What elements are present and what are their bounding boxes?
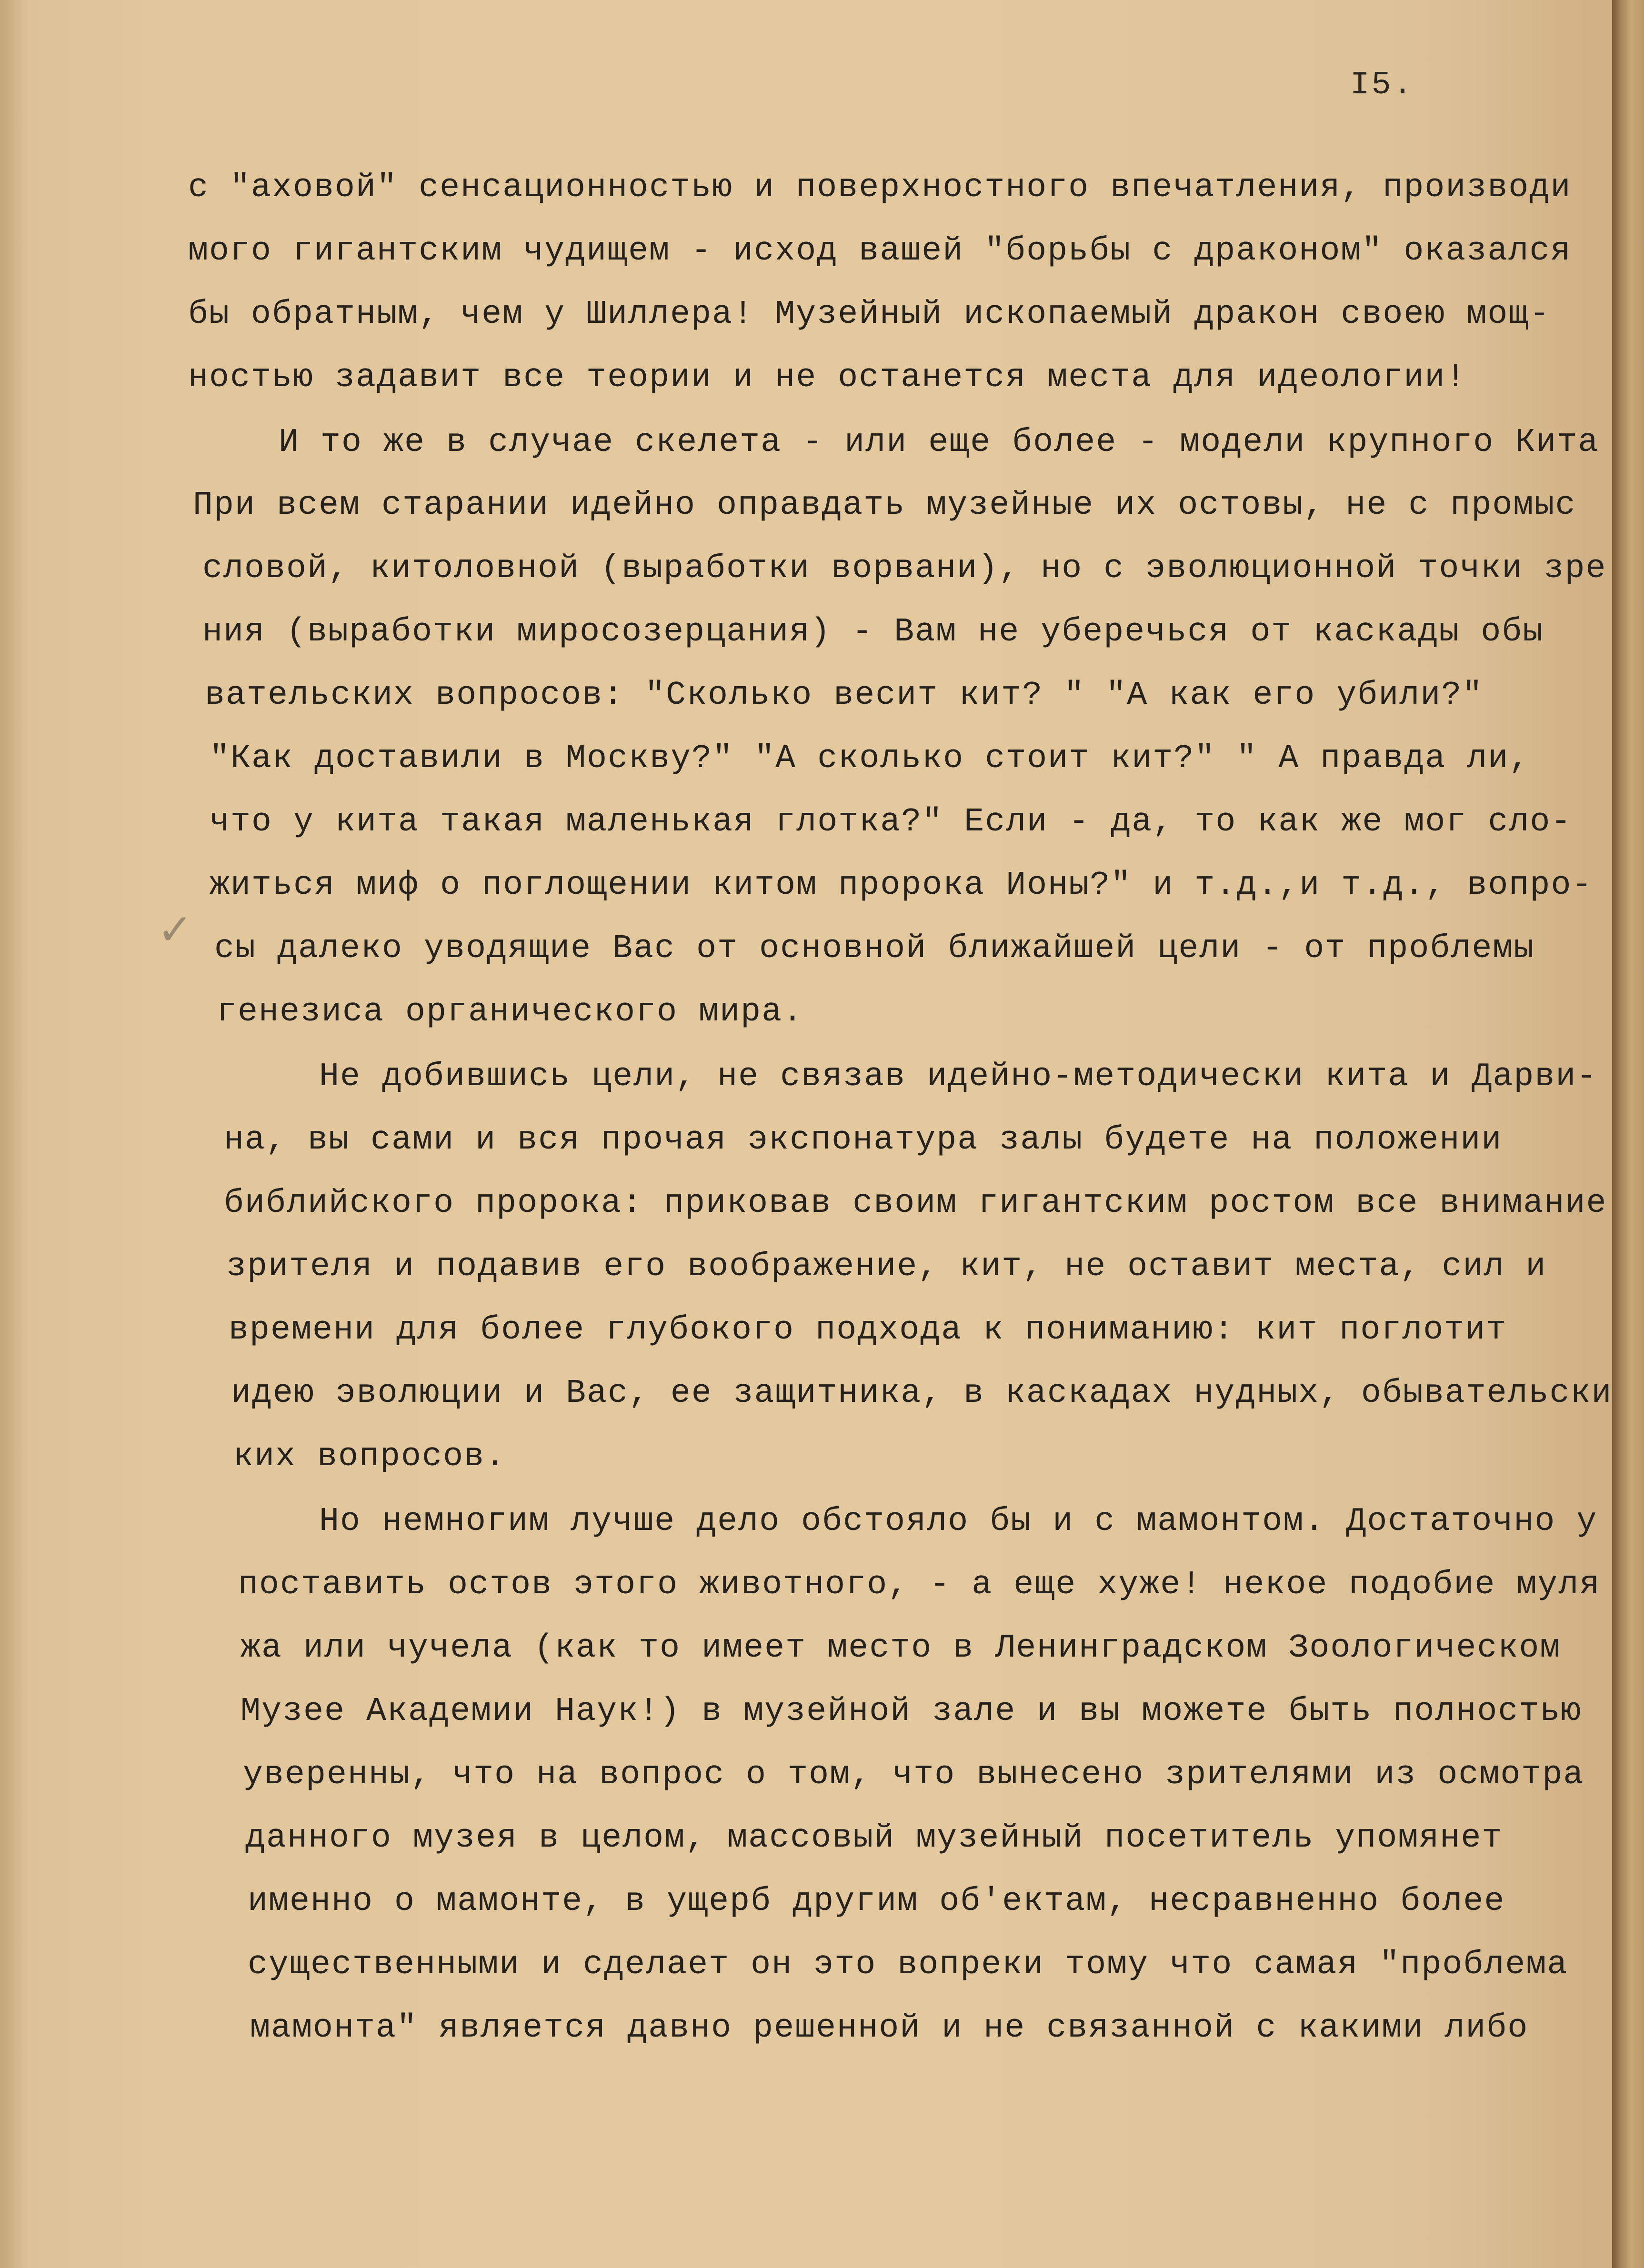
text-line: мого гигантским чудищем - исход вашей "борьбы с драконом" оказался: [188, 232, 1572, 270]
page-edge-shadow: [1612, 0, 1644, 2268]
text-line: И то же в случае скелета - или еще более - модели крупного Кита: [279, 424, 1599, 461]
text-line: словой, китоловной (выработки ворвани), но с эволюционной точки зре: [202, 550, 1607, 588]
text-line: Музее Академии Наук!) в музейной зале и вы можете быть полностью: [241, 1693, 1582, 1730]
text-line: именно о мамонте, в ущерб другим об'ектам, несравненно более: [248, 1883, 1505, 1920]
text-line: с "аховой" сенсационностью и поверхностного впечатления, производи: [188, 169, 1572, 207]
text-line: ностью задавит все теории и не останется места для идеологии!: [188, 359, 1467, 397]
text-line: времени для более глубокого подхода к пониманию: кит поглотит: [229, 1311, 1507, 1349]
text-line: Не добившись цели, не связав идейно-методически кита и Дарви-: [319, 1058, 1598, 1096]
text-line: ния (выработки миросозерцания) - Вам не уберечься от каскады обы: [202, 613, 1544, 651]
text-line: генезиса органического мира.: [217, 993, 804, 1031]
text-line: уверенны, что на вопрос о том, что вынесено зрителями из осмотра: [243, 1756, 1584, 1794]
text-line: поставить остов этого животного, - а еще хуже! некое подобие муля: [238, 1566, 1601, 1604]
text-line: "Как доставили в Москву?" "А сколько стоит кит?" " А правда ли,: [210, 740, 1530, 778]
text-line: Но немногим лучше дело обстояло бы и с мамонтом. Достаточно у: [319, 1503, 1598, 1540]
text-line: бы обратным, чем у Шиллера! Музейный ископаемый дракон своею мощ-: [188, 296, 1551, 333]
text-line: При всем старании идейно оправдать музейные их остовы, не с промыс: [193, 487, 1576, 524]
left-fold-shadow: [0, 0, 29, 2268]
margin-check-mark: ✓: [157, 905, 193, 955]
text-line: что у кита такая маленькая глотка?" Если - да, то как же мог сло-: [210, 803, 1572, 841]
text-line: существенными и сделает он это вопреки тому что самая "проблема: [248, 1946, 1568, 1984]
text-line: мамонта" является давно решенной и не связанной с какими либо: [250, 2009, 1529, 2047]
text-line: зрителя и подавив его воображение, кит, не оставит места, сил и: [226, 1248, 1547, 1286]
text-line: вательских вопросов: "Сколько весит кит? " "А как его убили?": [205, 677, 1484, 714]
text-line: на, вы сами и вся прочая экспонатура залы будете на положении: [224, 1121, 1503, 1159]
text-line: житься миф о поглощении китом пророка Ионы?" и т.д.,и т.д., вопро-: [210, 867, 1593, 904]
text-line: библийского пророка: приковав своим гигантским ростом все внимание: [224, 1185, 1607, 1222]
text-line: идею эволюции и Вас, ее защитника, в каскадах нудных, обывательски: [231, 1375, 1612, 1412]
text-line: жа или чучела (как то имеет место в Ленинградском Зоологическом: [241, 1629, 1561, 1667]
page-number: I5.: [1350, 67, 1414, 103]
text-line: ких вопросов.: [233, 1438, 506, 1476]
text-line: данного музея в целом, массовый музейный посетитель упомянет: [245, 1819, 1503, 1857]
text-line: сы далеко уводящие Вас от основной ближайшей цели - от проблемы: [214, 930, 1535, 968]
